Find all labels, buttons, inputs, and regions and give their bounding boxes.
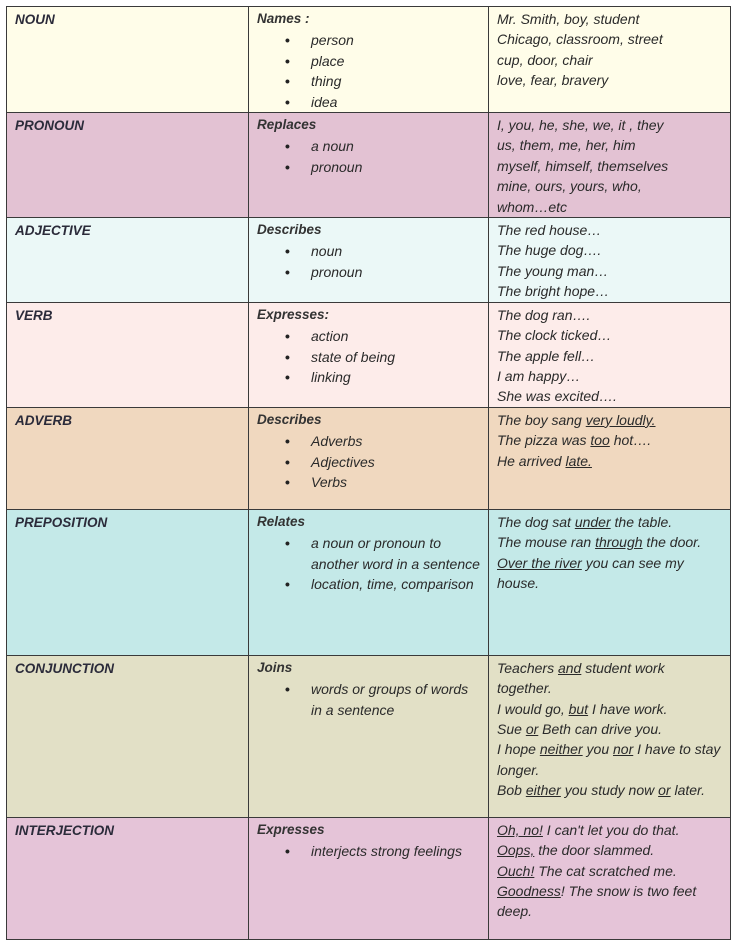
examples-cell [489,302,731,407]
part-of-speech-name: CONJUNCTION [15,660,115,676]
example-line [497,820,723,840]
function-cell [249,218,489,303]
part-of-speech-name: INTERJECTION [15,822,115,838]
function-cell [249,655,489,817]
example-emphasis: Oops, [497,842,535,859]
example-text: student work together. [497,659,665,697]
part-of-speech-cell [7,113,249,218]
example-line [497,512,723,532]
example-text: The cat scratched me. [534,862,677,879]
row-adverb [7,407,731,509]
function-list-item: • pronoun [311,262,481,282]
example-emphasis: Ouch! [497,862,535,879]
example-text: you study now [560,782,659,799]
examples-cell [489,655,731,817]
example-line: The huge dog…. [497,242,602,259]
example-emphasis: too [590,432,610,449]
function-list [257,533,481,594]
example-text: Beth can drive you. [538,720,663,737]
example-text: The dog sat [497,513,575,530]
function-cell [249,817,489,939]
part-of-speech-cell [7,655,249,817]
function-list [257,326,481,387]
row-verb [7,302,731,407]
example-emphasis: but [568,700,589,717]
function-cell [249,302,489,407]
example-emphasis: nor [613,741,634,758]
example-text: The mouse ran [497,534,596,551]
example-text: the door. [642,534,702,551]
part-of-speech-name: VERB [15,307,53,323]
function-list [257,431,481,492]
example-text: you can see my house. [497,554,684,591]
example-text: The pizza was [497,432,591,449]
function-list-item: • noun [311,241,481,261]
example-emphasis: and [557,659,582,676]
row-conjunction [7,655,731,817]
row-adjective [7,218,731,303]
function-list-item: • interjects strong feelings [311,841,481,861]
function-list [257,136,481,177]
example-line [497,699,723,719]
function-list-item: • idea [311,92,481,112]
example-line: love, fear, bravery [497,72,609,89]
example-text: I have work. [588,700,668,717]
example-line [497,658,723,699]
example-line: She was excited…. [497,388,617,405]
row-interjection [7,817,731,939]
example-line: I, you, he, she, we, it , they [497,117,664,134]
part-of-speech-name: PREPOSITION [15,514,108,530]
row-preposition [7,509,731,655]
example-line [497,719,723,739]
example-line [497,451,723,471]
row-noun [7,7,731,113]
example-text: the door slammed. [534,842,655,859]
example-line: I am happy… [497,367,581,384]
function-list-item: • words or groups of words in a sentence [311,679,481,720]
function-list-item: • Adverbs [311,431,481,451]
example-line [497,840,723,860]
example-line: whom…etc [497,198,568,215]
example-text: Teachers [497,659,558,676]
function-list-item: • a noun or pronoun to another word in a sentence [311,533,481,574]
examples-cell [489,7,731,113]
example-line [497,780,723,800]
examples-cell [489,218,731,303]
part-of-speech-name: PRONOUN [15,118,85,134]
example-line: The bright hope… [497,283,610,300]
examples-cell [489,817,731,939]
part-of-speech-name: ADJECTIVE [15,223,91,239]
examples-cell [489,509,731,655]
function-list-item: • Adjectives [311,452,481,472]
example-line: Mr. Smith, boy, student [497,11,640,27]
function-list-item: • person [311,30,481,50]
function-list-item: • Verbs [311,472,481,492]
part-of-speech-cell [7,218,249,303]
example-text: the table. [610,513,673,530]
example-emphasis: very loudly. [585,411,656,428]
example-emphasis: Goodness [497,882,561,899]
example-text: He arrived [497,452,566,469]
function-list-item: • location, time, comparison [311,574,481,594]
function-heading: Describes [257,411,322,427]
example-line: The young man… [497,262,609,279]
example-line [497,430,723,450]
example-text: you [582,741,613,758]
function-heading: Expresses: [257,306,330,322]
example-line [497,881,723,922]
example-line [497,532,723,552]
example-emphasis: late. [565,452,592,469]
example-text: I would go, [497,700,569,717]
example-line: The dog ran…. [497,306,591,323]
function-cell [249,509,489,655]
row-pronoun [7,113,731,218]
part-of-speech-cell [7,302,249,407]
example-line [497,553,723,594]
example-text: I can't let you do that. [542,821,680,838]
example-line: cup, door, chair [497,51,593,68]
function-list [257,679,481,720]
part-of-speech-cell [7,817,249,939]
example-emphasis: Oh, no! [497,821,543,838]
example-emphasis: or [525,720,539,737]
example-text: Sue [497,720,526,737]
function-list-item: • action [311,326,481,346]
function-heading: Relates [257,513,306,529]
part-of-speech-cell [7,7,249,113]
function-heading: Names : [257,11,310,26]
function-list [257,841,481,861]
example-emphasis: through [595,534,643,551]
function-list-item: • place [311,51,481,71]
example-text: I hope [497,741,540,758]
example-text: later. [670,782,706,799]
example-emphasis: neither [539,741,583,758]
example-text: hot…. [609,432,652,449]
parts-of-speech-table [6,6,731,940]
part-of-speech-cell [7,407,249,509]
example-line [497,739,723,780]
example-line: us, them, me, her, him [497,137,636,154]
example-emphasis: under [574,513,611,530]
example-line: The red house… [497,222,602,239]
example-line: mine, ours, yours, who, [497,178,642,195]
function-list [257,30,481,112]
function-heading: Describes [257,222,322,238]
example-line: The clock ticked… [497,327,612,344]
function-list-item: • pronoun [311,157,481,177]
example-line: Chicago, classroom, street [497,31,663,48]
example-line [497,410,723,430]
example-emphasis: Over the river [497,554,582,571]
part-of-speech-name: ADVERB [15,412,73,428]
example-line: myself, himself, themselves [497,157,669,174]
function-cell [249,7,489,113]
function-heading: Joins [257,659,293,675]
example-emphasis: or [658,782,671,799]
example-line: The apple fell… [497,347,596,364]
examples-cell [489,113,731,218]
example-line [497,861,723,881]
function-list [257,241,481,282]
example-text: I have to stay longer. [497,741,721,778]
part-of-speech-cell [7,509,249,655]
example-emphasis: either [525,782,561,799]
function-list-item: • a noun [311,136,481,156]
function-cell [249,113,489,218]
function-heading: Expresses [257,821,325,837]
example-text: The boy sang [497,411,586,428]
function-list-item: • thing [311,71,481,91]
function-list-item: • state of being [311,347,481,367]
function-heading: Replaces [257,117,317,133]
examples-cell [489,407,731,509]
part-of-speech-name: NOUN [15,12,55,27]
function-list-item: • linking [311,367,481,387]
function-cell [249,407,489,509]
example-text: ! The snow is two feet deep. [497,882,697,920]
example-text: Bob [497,782,526,799]
